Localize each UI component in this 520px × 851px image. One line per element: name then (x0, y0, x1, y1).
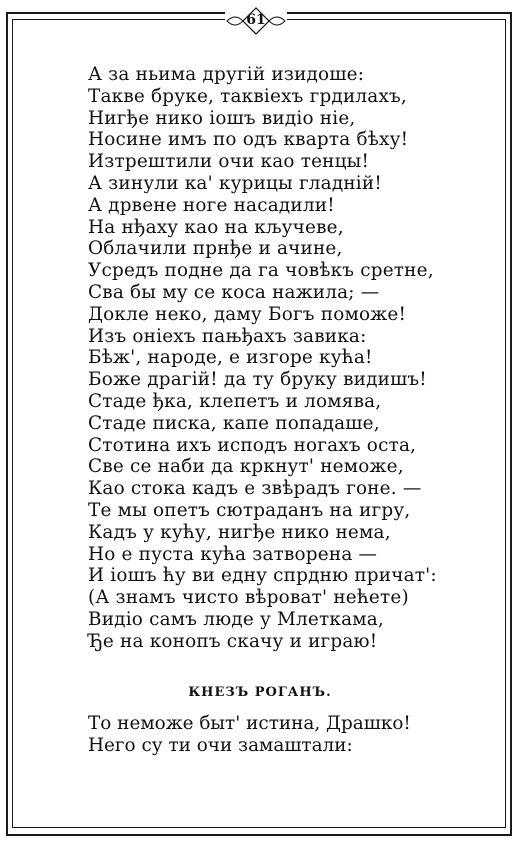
verse-line: На нђаху као на кључеве, (88, 216, 344, 238)
verse-line: Нигђе нико iошъ видiо нiе, (88, 107, 356, 129)
verse-line: Стотина ихъ исподъ ногахъ оста, (88, 434, 417, 456)
verse-line: Изтрештили очи као тенцы! (88, 151, 370, 173)
verse-line: Боже драгiй! да ту бруку видишъ! (88, 369, 427, 391)
verse-line: А дрвене ноге насадили! (88, 194, 335, 216)
verse-line: (А знамъ чисто вѣроват' нећете) (88, 587, 409, 609)
verse-line: Видiо самъ люде у Млеткама, (88, 608, 384, 630)
verse-line: Те мы опетъ сютраданъ на игру, (88, 499, 411, 521)
verse-line: Докле неко, даму Богъ поможе! (88, 303, 407, 325)
verse-line: Него су ти очи замаштали: (88, 735, 353, 756)
verse-line: Кадъ у кућу, нигђе нико нема, (88, 521, 391, 543)
verse-line: А за ньима другiй изидоше: (88, 64, 365, 85)
verse-line: А зинули ка' курицы гладнiй! (88, 172, 382, 194)
verse-block (88, 64, 437, 653)
verse-line: Такве бруке, таквiехъ грдилахъ, (88, 85, 407, 107)
verse-block-2 (88, 713, 411, 757)
verse-line: Све се наби да кркнут' неможе, (88, 456, 404, 478)
verse-line: Ђе на конопъ скачу и играю! (88, 630, 378, 652)
verse-line: Облачили прнђе и ачине, (88, 238, 343, 260)
speaker-heading: КНЕЗЪ РОГАНЪ. (188, 685, 332, 700)
verse-line: Но е пуста кућа затворена — (88, 543, 378, 565)
verse-line: Стаде писка, капе попадаше, (88, 412, 380, 434)
verse-line: Бѣж', народе, е изгоре кућа! (88, 347, 373, 369)
verse-line: Изъ онiехъ пањђахъ завика: (88, 325, 367, 347)
verse-line: Усредъ подне да га човѣкъ сретне, (88, 260, 434, 282)
verse-line: Стаде ђка, клепетъ и ломява, (88, 390, 382, 412)
verse-line: Носине имъ по одъ кварта бѣху! (88, 129, 409, 151)
verse-line: Као стока кадъ е звѣрадъ гоне. — (88, 478, 422, 500)
verse-line: И iошъ ћу ви едну спрдню причат': (88, 565, 437, 587)
verse-line: То неможе быт' истина, Драшко! (88, 713, 411, 734)
page-number: 61 (246, 12, 266, 28)
verse-line: Сва бы му се коса нажила; — (88, 281, 380, 303)
page-number-ornament (225, 5, 287, 37)
